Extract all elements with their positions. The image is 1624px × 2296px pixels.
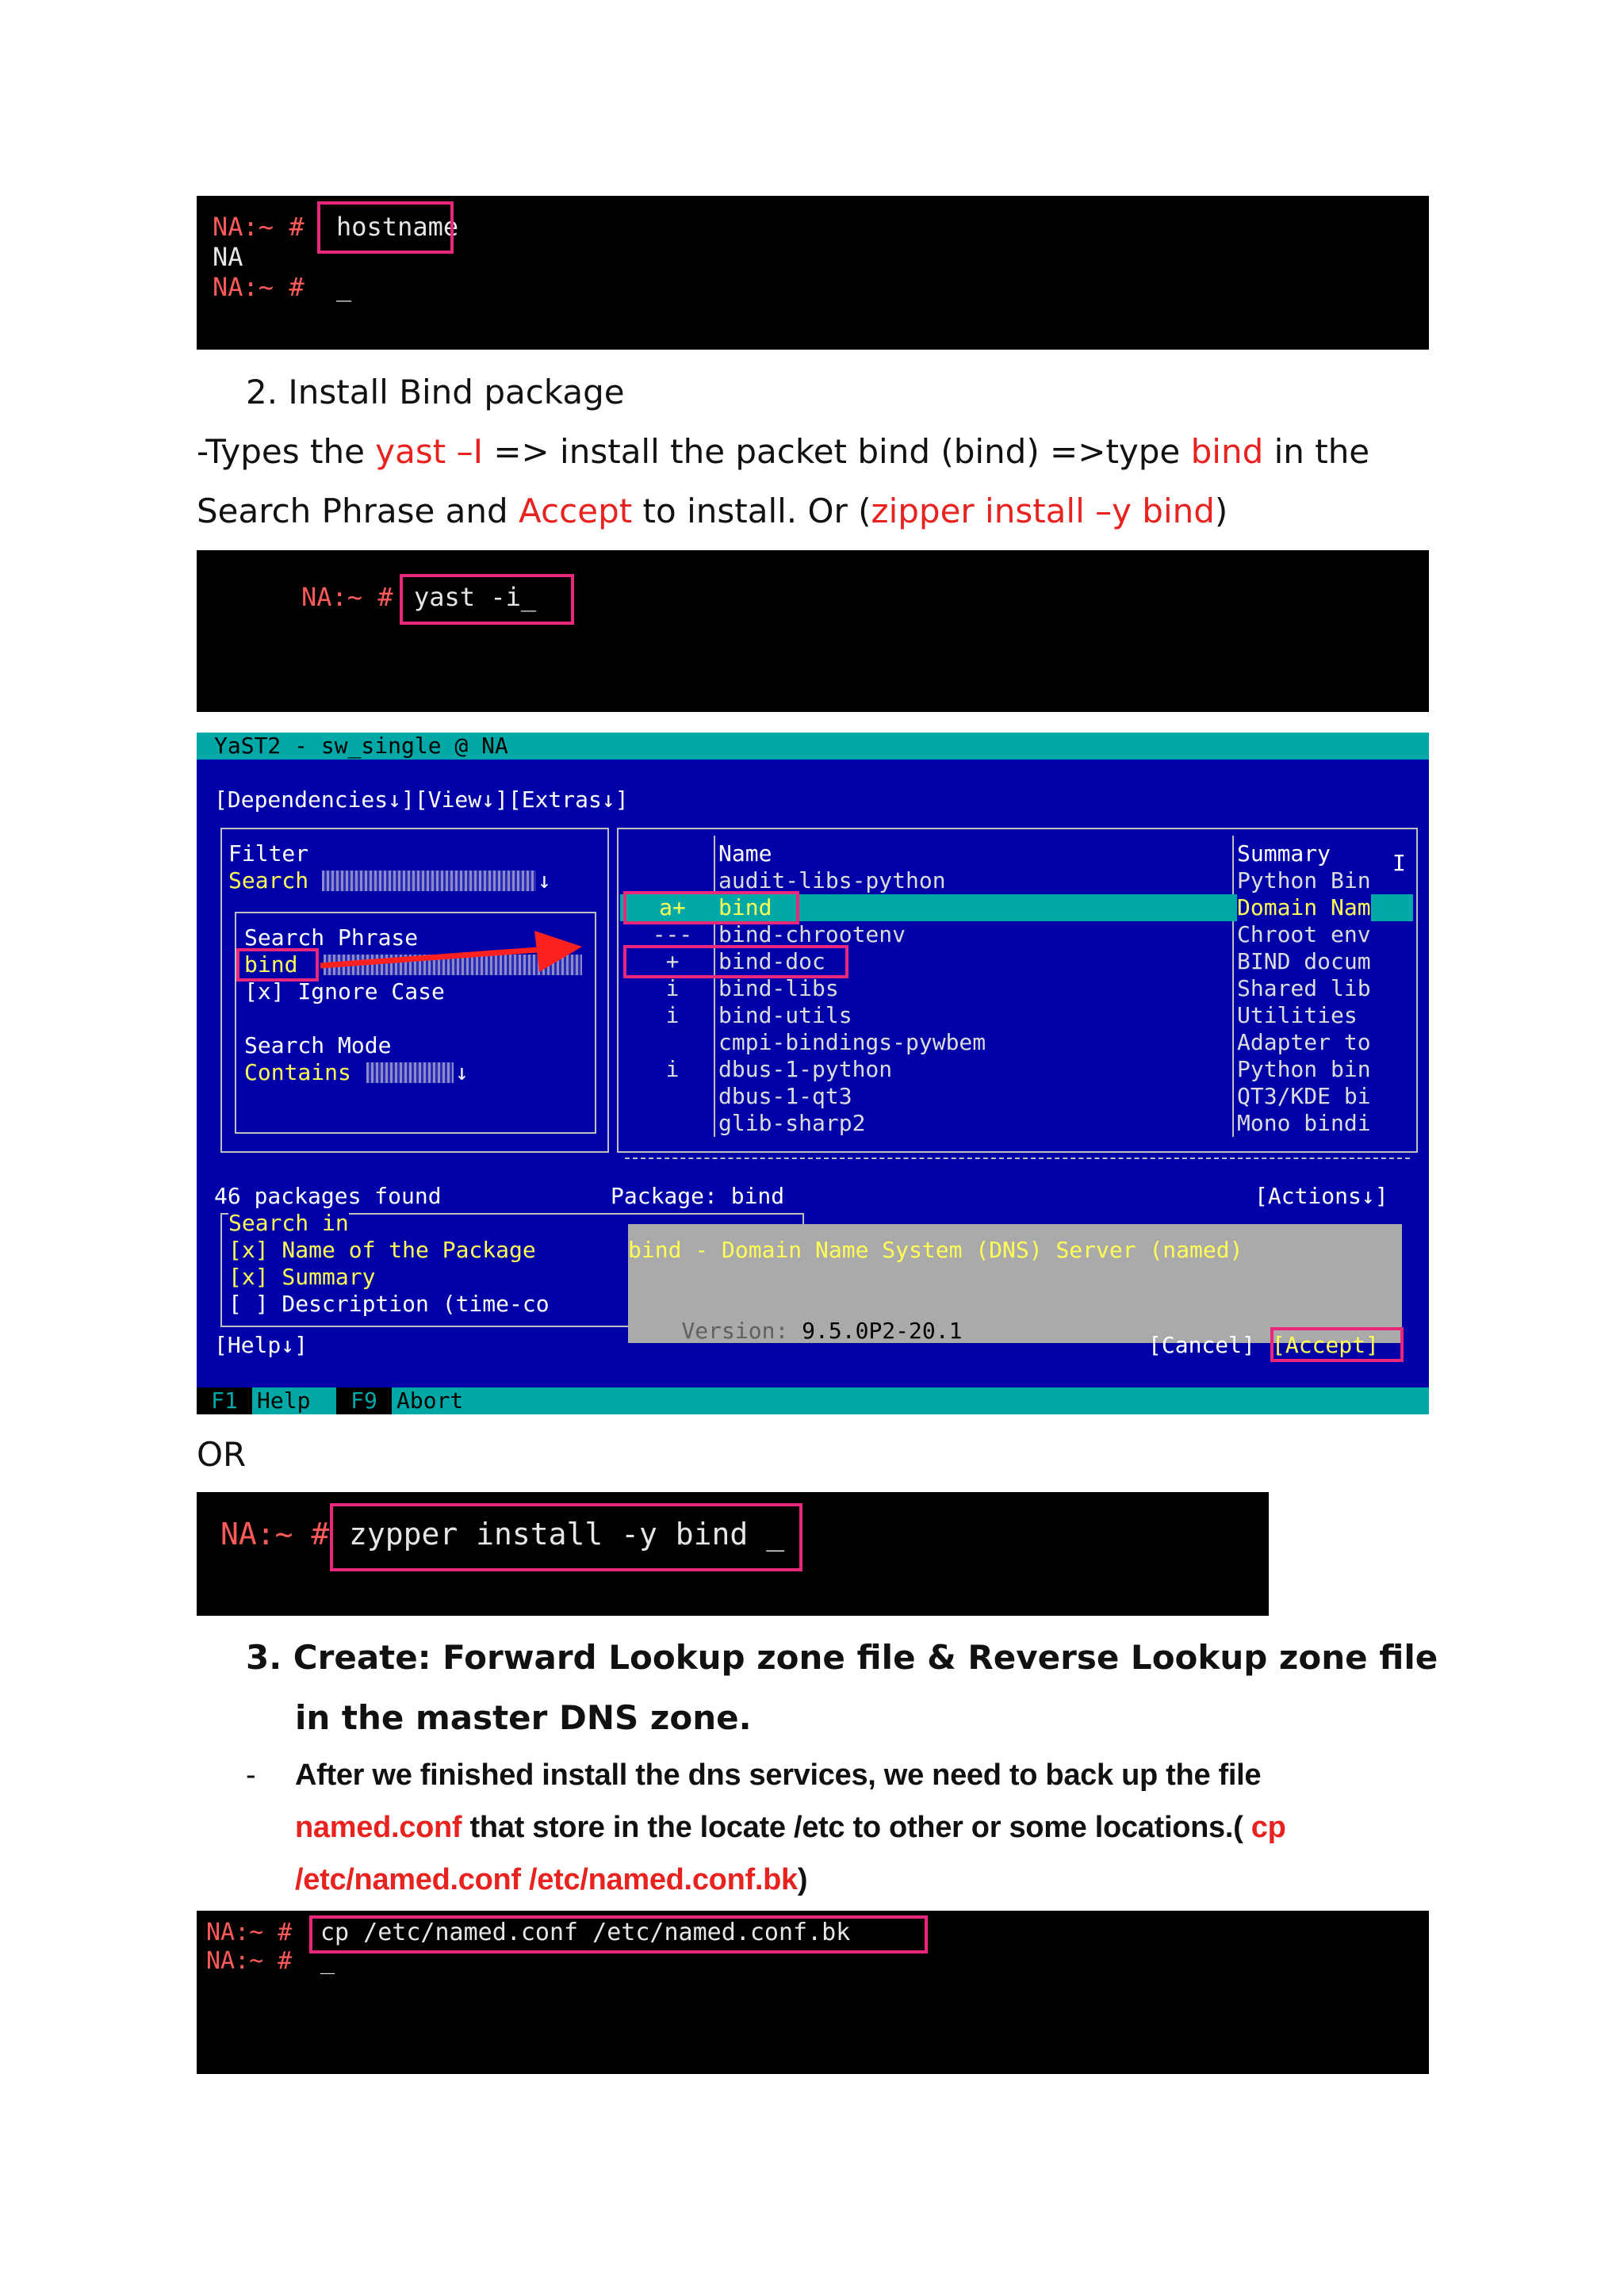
filter-label: Filter	[228, 840, 309, 867]
highlight-box	[1270, 1327, 1404, 1362]
search-mode-field[interactable]	[366, 1062, 454, 1083]
package-label: Package: bind	[611, 1183, 785, 1209]
cursor: _	[320, 1947, 335, 1975]
prompt: NA:~ #	[206, 1919, 293, 1946]
status-cell: i	[665, 1002, 680, 1028]
status-cell: i	[665, 975, 680, 1001]
column-header-name[interactable]: Name	[718, 840, 772, 867]
prompt: NA:~ #	[301, 582, 393, 612]
section-heading: 2. Install Bind package	[246, 373, 625, 411]
summary-cell: Adapter to	[1237, 1029, 1371, 1055]
paragraph: Search Phrase and Accept to install. Or (zipper install –y bind)	[197, 492, 1228, 530]
summary-cell: Python bin	[1237, 1056, 1371, 1082]
summary-checkbox[interactable]: [x] Summary	[228, 1264, 376, 1290]
f1-key[interactable]: F1	[197, 1387, 252, 1414]
terminal-hostname	[197, 196, 1429, 350]
status-cell: i	[665, 1056, 680, 1082]
output-text: NA	[213, 242, 243, 272]
command-text: yast -i_	[414, 582, 537, 612]
column-divider	[1232, 836, 1234, 1137]
name-cell: bind-libs	[718, 975, 839, 1001]
version-value: 9.5.0P2-20.1	[802, 1318, 963, 1344]
accept-button[interactable]: [Accept]	[1272, 1332, 1379, 1358]
menu-bar[interactable]: [Dependencies↓][View↓][Extras↓]	[214, 786, 629, 813]
packages-found: 46 packages found	[214, 1183, 442, 1209]
section-heading: 3. Create: Forward Lookup zone file & Reverse Lookup zone file	[246, 1638, 1438, 1677]
command-text: hostname	[336, 212, 459, 242]
section-heading-continued: in the master DNS zone.	[295, 1698, 752, 1737]
highlight-box	[236, 948, 319, 982]
search-mode-select[interactable]: Contains	[244, 1059, 351, 1085]
horizontal-scrollbar[interactable]	[625, 1158, 1410, 1159]
summary-cell: Chroot env	[1237, 921, 1371, 947]
name-cell: dbus-1-python	[718, 1056, 893, 1082]
command-text: zypper install -y bind _	[349, 1517, 785, 1552]
summary-cell: Python Bin	[1237, 867, 1371, 894]
yast-window	[197, 733, 1429, 1414]
summary-cell: BIND docum	[1237, 948, 1371, 974]
summary-cell: Utilities	[1237, 1002, 1358, 1028]
description-title: bind - Domain Name System (DNS) Server (named)	[628, 1237, 1243, 1263]
or-label: OR	[197, 1435, 247, 1474]
search-label[interactable]: Search	[228, 867, 309, 894]
paragraph: -Types the yast –I => install the packet bind (bind) =>type bind in the	[197, 432, 1370, 471]
name-cell: audit-libs-python	[718, 867, 946, 894]
name-of-package-checkbox[interactable]: [x] Name of the Package	[228, 1237, 536, 1263]
paragraph: named.conf that store in the locate /etc to other or some locations.( cp	[295, 1811, 1286, 1844]
search-phrase-input[interactable]: bind	[244, 951, 298, 978]
cursor: _	[336, 272, 352, 302]
description-checkbox[interactable]: [ ] Description (time-co	[228, 1291, 550, 1317]
summary-cell: QT3/KDE bi	[1237, 1083, 1371, 1109]
scrollbar[interactable]: I	[1392, 850, 1406, 876]
highlight-box	[400, 574, 574, 625]
name-cell: bind	[718, 894, 772, 920]
f9-key[interactable]: F9	[336, 1387, 392, 1414]
search-phrase-label: Search Phrase	[244, 924, 419, 951]
chevron-down-icon[interactable]: ↓	[538, 867, 551, 894]
terminal-zypper	[197, 1492, 1269, 1616]
summary-cell: Shared lib	[1237, 975, 1371, 1001]
cancel-button[interactable]: [Cancel]	[1148, 1332, 1255, 1358]
command-text: cp /etc/named.conf /etc/named.conf.bk	[320, 1919, 851, 1946]
paragraph: /etc/named.conf /etc/named.conf.bk)	[295, 1863, 808, 1896]
prompt: NA:~ #	[206, 1947, 293, 1975]
paragraph: After we finished install the dns services, we need to back up the file	[295, 1758, 1262, 1792]
name-cell: bind-chrootenv	[718, 921, 906, 947]
column-divider	[714, 836, 715, 1137]
window-title: YaST2 - sw_single @ NA	[214, 733, 508, 759]
prompt: NA:~ #	[220, 1517, 330, 1552]
name-cell: glib-sharp2	[718, 1110, 866, 1136]
prompt: NA:~ #	[213, 212, 304, 242]
column-header-summary[interactable]: Summary	[1237, 840, 1331, 867]
name-cell: dbus-1-qt3	[718, 1083, 852, 1109]
highlight-box	[623, 945, 848, 978]
highlight-box	[623, 891, 799, 924]
version-row	[628, 1291, 962, 1372]
prompt: NA:~ #	[213, 272, 304, 302]
name-cell: bind-doc	[718, 948, 825, 974]
version-label: Version:	[681, 1318, 802, 1344]
summary-cell: Mono bindi	[1237, 1110, 1371, 1136]
status-cell: a+	[659, 894, 686, 920]
f9-label[interactable]: Abort	[396, 1387, 464, 1414]
bullet-dash: -	[246, 1758, 256, 1792]
help-button[interactable]: [Help↓]	[214, 1332, 308, 1358]
chevron-down-icon[interactable]: ↓	[455, 1059, 469, 1085]
terminal-cp	[197, 1911, 1429, 2074]
highlight-box	[317, 201, 454, 254]
ignore-case-checkbox[interactable]: [x] Ignore Case	[244, 978, 445, 1004]
highlight-box	[309, 1915, 928, 1954]
name-cell: cmpi-bindings-pywbem	[718, 1029, 986, 1055]
filter-dropdown[interactable]	[322, 871, 536, 891]
actions-menu[interactable]: [Actions↓]	[1254, 1183, 1388, 1209]
highlight-box	[330, 1503, 802, 1571]
arrow-icon	[316, 920, 585, 983]
name-cell: bind-utils	[718, 1002, 852, 1028]
status-cell: ---	[652, 921, 693, 947]
f1-label[interactable]: Help	[257, 1387, 311, 1414]
summary-cell: Domain Nam	[1237, 894, 1371, 920]
search-mode-label: Search Mode	[244, 1032, 392, 1058]
terminal-yast	[197, 550, 1429, 712]
status-cell: +	[665, 948, 680, 974]
search-in-label: Search in	[228, 1210, 349, 1236]
